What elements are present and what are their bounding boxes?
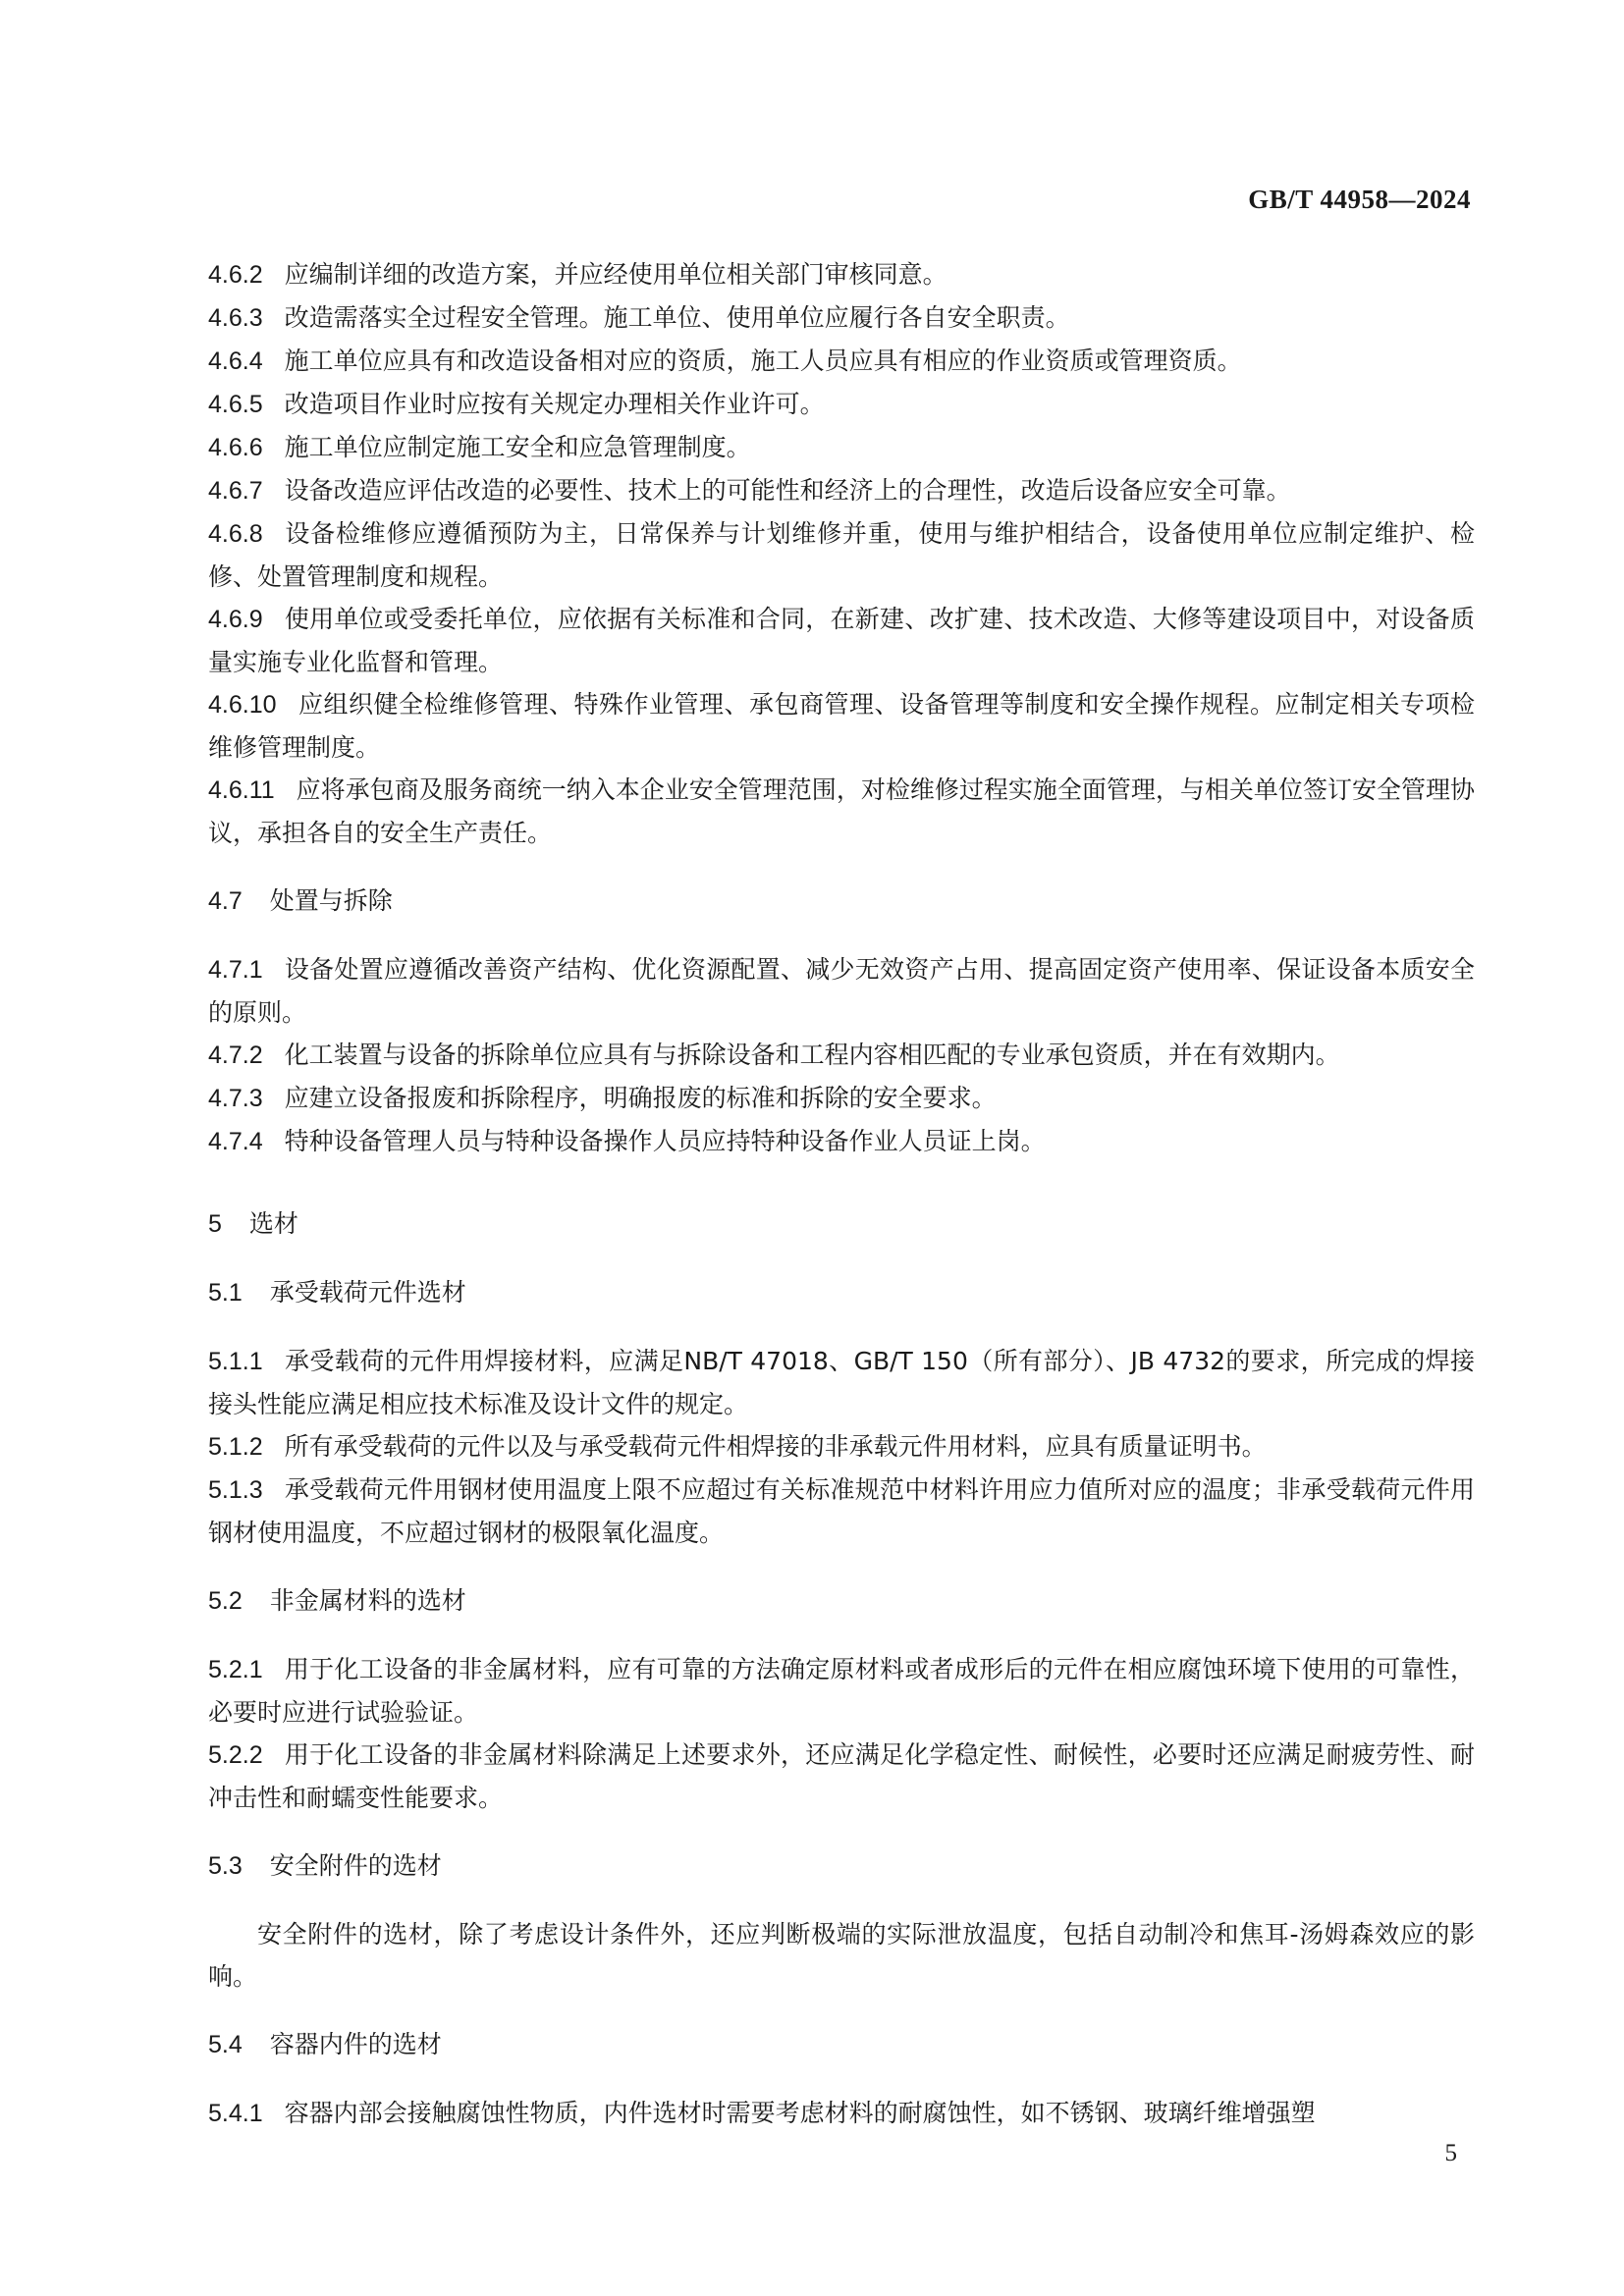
clause-text: 用于化工设备的非金属材料除满足上述要求外，还应满足化学稳定性、耐候性，必要时还应满足耐疲劳性、耐冲击性和耐蠕变性能要求。 xyxy=(208,1740,1475,1812)
clause-number: 5.4.1 xyxy=(208,2100,263,2127)
clause-text: 应建立设备报废和拆除程序，明确报废的标准和拆除的安全要求。 xyxy=(284,1084,997,1112)
clause-number: 4.7.4 xyxy=(208,1128,263,1155)
section-number: 5.1 xyxy=(208,1279,243,1307)
section-title: 安全附件的选材 xyxy=(269,1851,442,1880)
clause-number: 4.6.3 xyxy=(208,304,263,332)
section-number: 5.2 xyxy=(208,1587,243,1615)
clause-number: 4.6.4 xyxy=(208,347,263,375)
clause-text: 容器内部会接触腐蚀性物质，内件选材时需要考虑材料的耐腐蚀性，如不锈钢、玻璃纤维增强塑 xyxy=(284,2099,1316,2127)
clause-5-1-3 xyxy=(208,1468,1475,1554)
clause-number: 4.7.3 xyxy=(208,1085,263,1112)
clause-4-6-11 xyxy=(208,769,1475,854)
clause-4-6-4 xyxy=(208,340,1475,383)
clause-5-1-1 xyxy=(208,1340,1475,1425)
clause-text: 应组织健全检维修管理、特殊作业管理、承包商管理、设备管理等制度和安全操作规程。应制定相关专项检维修管理制度。 xyxy=(208,690,1475,762)
standard-code: GB/T 44958—2024 xyxy=(1248,185,1471,214)
clause-5-1-2 xyxy=(208,1425,1475,1468)
clause-4-7-4 xyxy=(208,1120,1475,1163)
clause-4-7-1 xyxy=(208,948,1475,1034)
section-title: 容器内件的选材 xyxy=(269,2030,442,2058)
clause-text: 应将承包商及服务商统一纳入本企业安全管理范围，对检维修过程实施全面管理，与相关单位签订安全管理协议，承担各自的安全生产责任。 xyxy=(208,775,1475,847)
section-heading-4-7 xyxy=(208,880,1475,923)
clause-5-4-1 xyxy=(208,2092,1475,2135)
clause-4-6-9 xyxy=(208,598,1475,683)
document-body xyxy=(208,253,1475,2135)
clause-number: 4.6.8 xyxy=(208,520,263,548)
clause-number: 4.6.10 xyxy=(208,691,277,719)
section-number: 5.3 xyxy=(208,1852,243,1880)
clause-number: 5.1.3 xyxy=(208,1476,263,1504)
section-number: 5.4 xyxy=(208,2031,243,2058)
clause-number: 4.6.7 xyxy=(208,477,263,505)
clause-number: 4.6.9 xyxy=(208,606,263,633)
clause-number: 5.2.2 xyxy=(208,1741,263,1769)
clause-text: 改造需落实全过程安全管理。施工单位、使用单位应履行各自安全职责。 xyxy=(284,303,1070,332)
section-heading-5-1 xyxy=(208,1271,1475,1314)
clause-text: 设备改造应评估改造的必要性、技术上的可能性和经济上的合理性，改造后设备应安全可靠。 xyxy=(284,476,1291,505)
chapter-heading-5 xyxy=(208,1202,1475,1246)
clause-4-6-2 xyxy=(208,253,1475,296)
clause-5-2-1 xyxy=(208,1648,1475,1734)
clause-number: 4.6.6 xyxy=(208,434,263,461)
clause-number: 4.6.11 xyxy=(208,776,275,804)
clause-4-6-7 xyxy=(208,469,1475,512)
chapter-title: 选材 xyxy=(248,1209,298,1238)
clause-text: 施工单位应制定施工安全和应急管理制度。 xyxy=(284,433,751,461)
clause-4-6-6 xyxy=(208,426,1475,469)
clause-number: 4.7.2 xyxy=(208,1041,263,1069)
section-title: 非金属材料的选材 xyxy=(269,1586,466,1615)
clause-text: 施工单位应具有和改造设备相对应的资质，施工人员应具有相应的作业资质或管理资质。 xyxy=(284,347,1242,375)
clause-text: 设备处置应遵循改善资产结构、优化资源配置、减少无效资产占用、提高固定资产使用率、保证设备本质安全的原则。 xyxy=(208,955,1475,1027)
clause-4-7-3 xyxy=(208,1077,1475,1120)
chapter-number: 5 xyxy=(208,1210,222,1238)
clause-4-6-10 xyxy=(208,683,1475,769)
clause-number: 5.1.2 xyxy=(208,1433,263,1461)
clause-text: 特种设备管理人员与特种设备操作人员应持特种设备作业人员证上岗。 xyxy=(284,1127,1046,1155)
clause-number: 5.2.1 xyxy=(208,1656,263,1683)
section-title: 承受载荷元件选材 xyxy=(269,1278,466,1307)
section-heading-5-3 xyxy=(208,1844,1475,1888)
clause-4-6-3 xyxy=(208,296,1475,340)
paragraph-5-3: 安全附件的选材，除了考虑设计条件外，还应判断极端的实际泄放温度，包括自动制冷和焦耳-汤姆森效应的影响。 xyxy=(208,1920,1475,1991)
section-title: 处置与拆除 xyxy=(269,886,393,915)
clause-text: 所有承受载荷的元件以及与承受载荷元件相焊接的非承载元件用材料，应具有质量证明书。 xyxy=(284,1432,1267,1461)
clause-4-6-8 xyxy=(208,512,1475,598)
section-number: 4.7 xyxy=(208,887,243,915)
clause-text: 使用单位或受委托单位，应依据有关标准和合同，在新建、改扩建、技术改造、大修等建设项目中，对设备质量实施专业化监督和管理。 xyxy=(208,605,1475,676)
section-heading-5-4 xyxy=(208,2023,1475,2066)
clause-number: 4.7.1 xyxy=(208,956,263,984)
clause-number: 4.6.2 xyxy=(208,261,263,289)
clause-4-6-5 xyxy=(208,383,1475,426)
clause-text: 承受载荷的元件用焊接材料，应满足NB/T 47018、GB/T 150（所有部分）、JB 4732的要求，所完成的焊接接头性能应满足相应技术标准及设计文件的规定。 xyxy=(208,1347,1475,1418)
clause-text: 改造项目作业时应按有关规定办理相关作业许可。 xyxy=(284,390,825,418)
clause-number: 4.6.5 xyxy=(208,391,263,418)
clause-text: 应编制详细的改造方案，并应经使用单位相关部门审核同意。 xyxy=(284,260,947,289)
clause-number: 5.1.1 xyxy=(208,1348,263,1375)
clause-text: 用于化工设备的非金属材料，应有可靠的方法确定原材料或者成形后的元件在相应腐蚀环境下使用的可靠性，必要时应进行试验验证。 xyxy=(208,1655,1475,1727)
clause-text: 设备检维修应遵循预防为主，日常保养与计划维修并重，使用与维护相结合，设备使用单位应制定维护、检修、处置管理制度和规程。 xyxy=(208,519,1475,591)
clause-5-2-2 xyxy=(208,1734,1475,1819)
clause-4-7-2 xyxy=(208,1034,1475,1077)
clause-text: 化工装置与设备的拆除单位应具有与拆除设备和工程内容相匹配的专业承包资质，并在有效期内。 xyxy=(284,1041,1340,1069)
page-number: 5 xyxy=(1444,2140,1457,2166)
clause-text: 承受载荷元件用钢材使用温度上限不应超过有关标准规范中材料许用应力值所对应的温度；非承受载荷元件用钢材使用温度，不应超过钢材的极限氧化温度。 xyxy=(208,1475,1475,1547)
section-heading-5-2 xyxy=(208,1579,1475,1623)
